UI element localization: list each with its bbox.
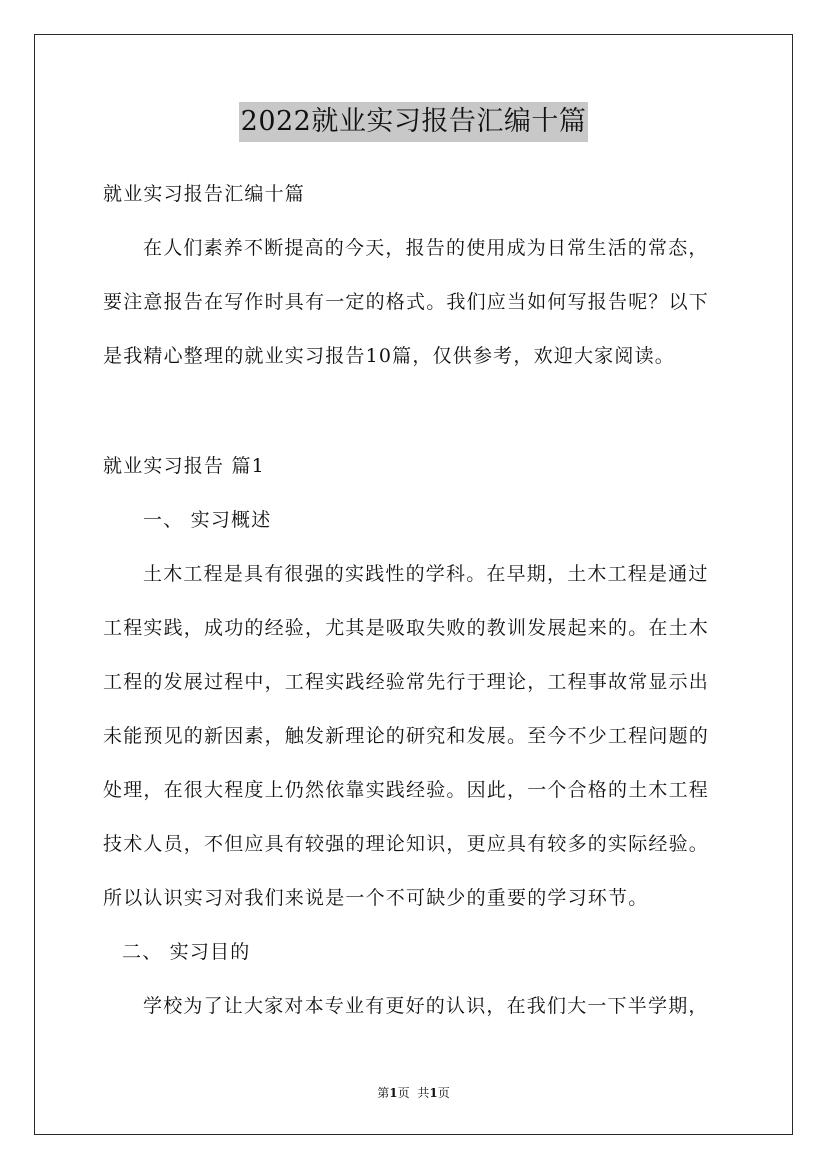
footer-total-prefix: 共	[417, 1086, 430, 1100]
section-heading: 就业实习报告 篇1	[103, 455, 265, 477]
paragraph-line: 未能预见的新因素，触发新理论的研究和发展。至今不少工程问题的	[103, 725, 710, 747]
paragraph-line: 工程实践，成功的经验，尤其是吸取失败的教训发展起来的。在土木	[103, 617, 710, 639]
paragraph-line: 是我精心整理的就业实习报告10篇，仅供参考，欢迎大家阅读。	[103, 345, 675, 367]
paragraph-line: 工程的发展过程中，工程实践经验常先行于理论，工程事故常显示出	[103, 671, 710, 693]
subsection-heading: 二、 实习目的	[122, 941, 251, 963]
page-footer	[0, 1085, 827, 1101]
paragraph-line: 处理，在很大程度上仍然依靠实践经验。因此，一个合格的土木工程	[103, 779, 710, 801]
paragraph-line: 所以认识实习对我们来说是一个不可缺少的重要的学习环节。	[103, 887, 649, 909]
paragraph-line: 土木工程是具有很强的实践性的学科。在早期，土木工程是通过	[143, 563, 709, 585]
paragraph-line: 在人们素养不断提高的今天，报告的使用成为日常生活的常态，	[143, 237, 709, 259]
footer-page-suffix: 页	[397, 1086, 410, 1100]
paragraph-line: 要注意报告在写作时具有一定的格式。我们应当如何写报告呢？以下	[103, 291, 710, 313]
paragraph-line: 技术人员，不但应具有较强的理论知识，更应具有较多的实际经验。	[103, 833, 710, 855]
footer-total-suffix: 页	[437, 1086, 450, 1100]
subsection-heading: 一、 实习概述	[143, 509, 272, 531]
subtitle-line: 就业实习报告汇编十篇	[103, 183, 306, 205]
document-title: 2022就业实习报告汇编十篇	[239, 102, 589, 142]
footer-total-number: 1	[429, 1086, 438, 1100]
paragraph-line: 学校为了让大家对本专业有更好的认识，在我们大一下半学期，	[143, 995, 709, 1017]
footer-page-number: 1	[389, 1086, 398, 1100]
title-container	[0, 102, 827, 142]
footer-page-prefix: 第	[377, 1086, 390, 1100]
